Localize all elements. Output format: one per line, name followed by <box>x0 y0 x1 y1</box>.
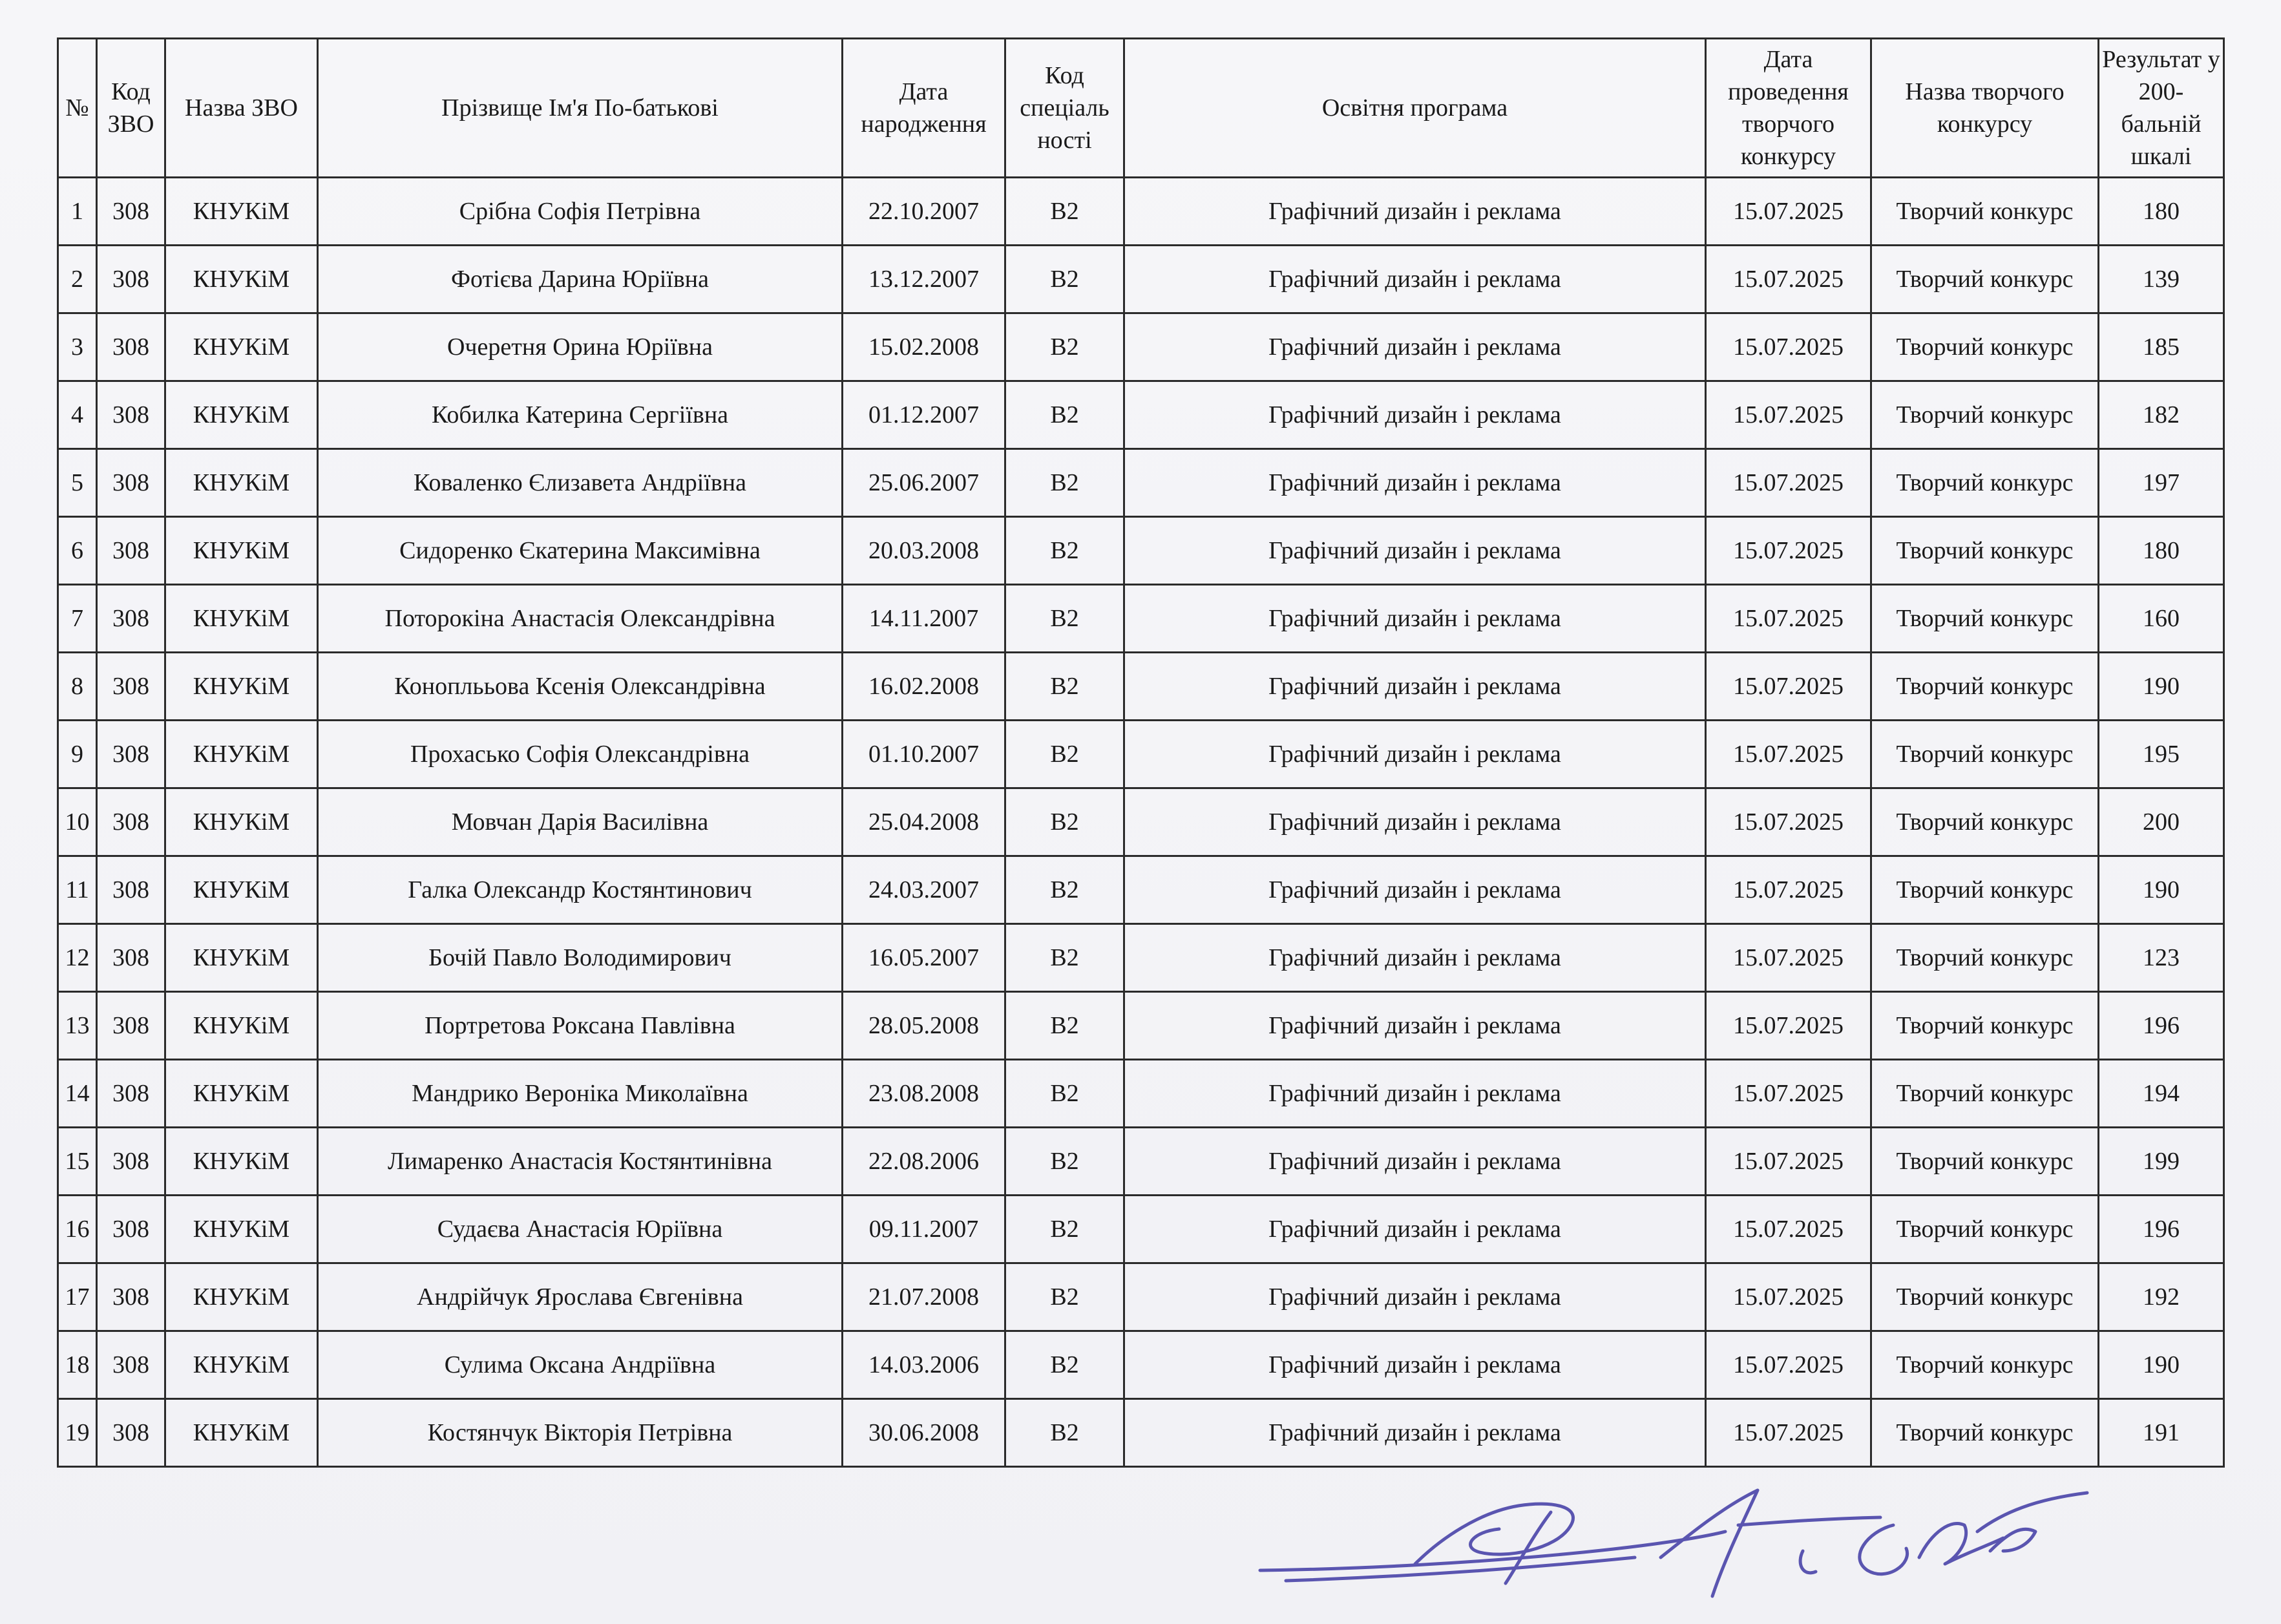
cell-full-name: Прохасько Софія Олександрівна <box>318 721 843 788</box>
cell-contest-date: 15.07.2025 <box>1706 924 1871 992</box>
cell-name-zvo: КНУКіМ <box>165 1060 318 1128</box>
cell-num: 9 <box>58 721 97 788</box>
cell-code-zvo: 308 <box>97 178 165 246</box>
cell-code-zvo: 308 <box>97 1263 165 1331</box>
cell-birth-date: 23.08.2008 <box>843 1060 1005 1128</box>
cell-full-name: Срібна Софія Петрівна <box>318 178 843 246</box>
cell-birth-date: 22.08.2006 <box>843 1128 1005 1196</box>
cell-num: 12 <box>58 924 97 992</box>
cell-code-zvo: 308 <box>97 653 165 721</box>
cell-code-zvo: 308 <box>97 1196 165 1263</box>
cell-code-zvo: 308 <box>97 856 165 924</box>
cell-result: 185 <box>2099 313 2224 381</box>
cell-full-name: Лимаренко Анастасія Костянтинівна <box>318 1128 843 1196</box>
cell-spec-code: В2 <box>1005 1060 1124 1128</box>
cell-full-name: Костянчук Вікторія Петрівна <box>318 1399 843 1467</box>
cell-contest-date: 15.07.2025 <box>1706 1196 1871 1263</box>
table-row <box>58 992 2224 1060</box>
cell-full-name: Галка Олександр Костянтинович <box>318 856 843 924</box>
cell-name-zvo: КНУКіМ <box>165 449 318 517</box>
cell-code-zvo: 308 <box>97 381 165 449</box>
cell-code-zvo: 308 <box>97 449 165 517</box>
cell-program: Графічний дизайн і реклама <box>1124 924 1706 992</box>
cell-spec-code: В2 <box>1005 178 1124 246</box>
cell-result: 180 <box>2099 178 2224 246</box>
cell-contest-date: 15.07.2025 <box>1706 585 1871 653</box>
cell-result: 192 <box>2099 1263 2224 1331</box>
cell-num: 17 <box>58 1263 97 1331</box>
cell-num: 19 <box>58 1399 97 1467</box>
cell-spec-code: В2 <box>1005 1399 1124 1467</box>
cell-program: Графічний дизайн і реклама <box>1124 1060 1706 1128</box>
table-row <box>58 449 2224 517</box>
cell-birth-date: 30.06.2008 <box>843 1399 1005 1467</box>
cell-contest-name: Творчий конкурс <box>1871 1331 2099 1399</box>
cell-contest-name: Творчий конкурс <box>1871 585 2099 653</box>
cell-result: 194 <box>2099 1060 2224 1128</box>
table-row <box>58 178 2224 246</box>
cell-spec-code: В2 <box>1005 1128 1124 1196</box>
cell-result: 190 <box>2099 1331 2224 1399</box>
cell-contest-date: 15.07.2025 <box>1706 1128 1871 1196</box>
cell-program: Графічний дизайн і реклама <box>1124 381 1706 449</box>
cell-spec-code: В2 <box>1005 1263 1124 1331</box>
cell-contest-name: Творчий конкурс <box>1871 313 2099 381</box>
cell-birth-date: 13.12.2007 <box>843 246 1005 313</box>
cell-spec-code: В2 <box>1005 313 1124 381</box>
cell-birth-date: 16.05.2007 <box>843 924 1005 992</box>
cell-contest-date: 15.07.2025 <box>1706 1263 1871 1331</box>
cell-code-zvo: 308 <box>97 1399 165 1467</box>
cell-spec-code: В2 <box>1005 653 1124 721</box>
cell-birth-date: 20.03.2008 <box>843 517 1005 585</box>
cell-spec-code: В2 <box>1005 517 1124 585</box>
cell-contest-date: 15.07.2025 <box>1706 653 1871 721</box>
cell-birth-date: 28.05.2008 <box>843 992 1005 1060</box>
cell-birth-date: 09.11.2007 <box>843 1196 1005 1263</box>
cell-birth-date: 15.02.2008 <box>843 313 1005 381</box>
cell-contest-name: Творчий конкурс <box>1871 721 2099 788</box>
table-row <box>58 1263 2224 1331</box>
table-row <box>58 1331 2224 1399</box>
cell-num: 1 <box>58 178 97 246</box>
cell-program: Графічний дизайн і реклама <box>1124 585 1706 653</box>
cell-spec-code: В2 <box>1005 856 1124 924</box>
cell-contest-date: 15.07.2025 <box>1706 517 1871 585</box>
cell-code-zvo: 308 <box>97 1331 165 1399</box>
cell-num: 8 <box>58 653 97 721</box>
table-row <box>58 1128 2224 1196</box>
cell-result: 190 <box>2099 653 2224 721</box>
cell-spec-code: В2 <box>1005 246 1124 313</box>
cell-name-zvo: КНУКіМ <box>165 924 318 992</box>
cell-name-zvo: КНУКіМ <box>165 1196 318 1263</box>
cell-contest-name: Творчий конкурс <box>1871 653 2099 721</box>
header-contest-date: Дата проведення творчого конкурсу <box>1706 39 1871 178</box>
table-row <box>58 517 2224 585</box>
cell-result: 123 <box>2099 924 2224 992</box>
cell-result: 190 <box>2099 856 2224 924</box>
cell-spec-code: В2 <box>1005 381 1124 449</box>
header-code-zvo: Код ЗВО <box>97 39 165 178</box>
cell-spec-code: В2 <box>1005 449 1124 517</box>
cell-program: Графічний дизайн і реклама <box>1124 721 1706 788</box>
cell-contest-date: 15.07.2025 <box>1706 246 1871 313</box>
table-row <box>58 653 2224 721</box>
cell-code-zvo: 308 <box>97 788 165 856</box>
cell-result: 200 <box>2099 788 2224 856</box>
cell-full-name: Сулима Оксана Андріївна <box>318 1331 843 1399</box>
header-birth-date: Дата народження <box>843 39 1005 178</box>
cell-contest-name: Творчий конкурс <box>1871 178 2099 246</box>
table-row <box>58 856 2224 924</box>
cell-full-name: Сидоренко Єкатерина Максимівна <box>318 517 843 585</box>
cell-spec-code: В2 <box>1005 1331 1124 1399</box>
cell-code-zvo: 308 <box>97 246 165 313</box>
cell-result: 180 <box>2099 517 2224 585</box>
cell-birth-date: 21.07.2008 <box>843 1263 1005 1331</box>
cell-code-zvo: 308 <box>97 313 165 381</box>
cell-contest-name: Творчий конкурс <box>1871 856 2099 924</box>
table-row <box>58 788 2224 856</box>
cell-num: 14 <box>58 1060 97 1128</box>
cell-birth-date: 24.03.2007 <box>843 856 1005 924</box>
cell-contest-name: Творчий конкурс <box>1871 788 2099 856</box>
cell-name-zvo: КНУКіМ <box>165 313 318 381</box>
cell-result: 197 <box>2099 449 2224 517</box>
cell-contest-date: 15.07.2025 <box>1706 449 1871 517</box>
cell-contest-date: 15.07.2025 <box>1706 1331 1871 1399</box>
cell-name-zvo: КНУКіМ <box>165 246 318 313</box>
cell-program: Графічний дизайн і реклама <box>1124 517 1706 585</box>
cell-result: 195 <box>2099 721 2224 788</box>
cell-result: 196 <box>2099 992 2224 1060</box>
signature-image <box>1247 1486 2100 1616</box>
cell-name-zvo: КНУКіМ <box>165 721 318 788</box>
cell-contest-name: Творчий конкурс <box>1871 1128 2099 1196</box>
cell-name-zvo: КНУКіМ <box>165 1331 318 1399</box>
cell-program: Графічний дизайн і реклама <box>1124 1331 1706 1399</box>
header-contest-name: Назва творчого конкурсу <box>1871 39 2099 178</box>
cell-spec-code: В2 <box>1005 721 1124 788</box>
header-result: Результат у 200-бальній шкалі <box>2099 39 2224 178</box>
cell-name-zvo: КНУКіМ <box>165 585 318 653</box>
cell-name-zvo: КНУКіМ <box>165 1128 318 1196</box>
cell-result: 139 <box>2099 246 2224 313</box>
cell-contest-date: 15.07.2025 <box>1706 856 1871 924</box>
cell-code-zvo: 308 <box>97 517 165 585</box>
cell-full-name: Коноплььова Ксенія Олександрівна <box>318 653 843 721</box>
cell-num: 15 <box>58 1128 97 1196</box>
cell-code-zvo: 308 <box>97 585 165 653</box>
cell-program: Графічний дизайн і реклама <box>1124 246 1706 313</box>
cell-program: Графічний дизайн і реклама <box>1124 178 1706 246</box>
cell-result: 160 <box>2099 585 2224 653</box>
table-row <box>58 924 2224 992</box>
cell-contest-date: 15.07.2025 <box>1706 178 1871 246</box>
cell-full-name: Судаєва Анастасія Юріївна <box>318 1196 843 1263</box>
cell-program: Графічний дизайн і реклама <box>1124 788 1706 856</box>
cell-code-zvo: 308 <box>97 992 165 1060</box>
cell-program: Графічний дизайн і реклама <box>1124 449 1706 517</box>
cell-program: Графічний дизайн і реклама <box>1124 313 1706 381</box>
cell-contest-name: Творчий конкурс <box>1871 381 2099 449</box>
cell-contest-date: 15.07.2025 <box>1706 992 1871 1060</box>
cell-contest-name: Творчий конкурс <box>1871 449 2099 517</box>
cell-name-zvo: КНУКіМ <box>165 1399 318 1467</box>
cell-result: 199 <box>2099 1128 2224 1196</box>
cell-contest-name: Творчий конкурс <box>1871 517 2099 585</box>
cell-name-zvo: КНУКіМ <box>165 856 318 924</box>
cell-program: Графічний дизайн і реклама <box>1124 653 1706 721</box>
cell-name-zvo: КНУКіМ <box>165 1263 318 1331</box>
cell-program: Графічний дизайн і реклама <box>1124 856 1706 924</box>
cell-contest-name: Творчий конкурс <box>1871 1399 2099 1467</box>
table-row <box>58 585 2224 653</box>
cell-full-name: Портретова Роксана Павлівна <box>318 992 843 1060</box>
cell-contest-name: Творчий конкурс <box>1871 1060 2099 1128</box>
cell-birth-date: 25.04.2008 <box>843 788 1005 856</box>
cell-contest-name: Творчий конкурс <box>1871 246 2099 313</box>
cell-program: Графічний дизайн і реклама <box>1124 1263 1706 1331</box>
cell-result: 182 <box>2099 381 2224 449</box>
cell-result: 191 <box>2099 1399 2224 1467</box>
cell-birth-date: 01.10.2007 <box>843 721 1005 788</box>
cell-full-name: Кобилка Катерина Сергіївна <box>318 381 843 449</box>
cell-contest-date: 15.07.2025 <box>1706 1060 1871 1128</box>
cell-birth-date: 22.10.2007 <box>843 178 1005 246</box>
cell-full-name: Мандрико Вероніка Миколаївна <box>318 1060 843 1128</box>
cell-name-zvo: КНУКіМ <box>165 517 318 585</box>
cell-num: 13 <box>58 992 97 1060</box>
table-header-row <box>58 39 2224 178</box>
cell-full-name: Коваленко Єлизавета Андріївна <box>318 449 843 517</box>
cell-full-name: Очеретня Орина Юріївна <box>318 313 843 381</box>
cell-num: 2 <box>58 246 97 313</box>
cell-program: Графічний дизайн і реклама <box>1124 1399 1706 1467</box>
table-row <box>58 313 2224 381</box>
cell-contest-date: 15.07.2025 <box>1706 1399 1871 1467</box>
cell-contest-date: 15.07.2025 <box>1706 788 1871 856</box>
cell-num: 10 <box>58 788 97 856</box>
cell-birth-date: 01.12.2007 <box>843 381 1005 449</box>
cell-full-name: Бочій Павло Володимирович <box>318 924 843 992</box>
table-row <box>58 381 2224 449</box>
header-program: Освітня програма <box>1124 39 1706 178</box>
cell-program: Графічний дизайн і реклама <box>1124 992 1706 1060</box>
cell-contest-date: 15.07.2025 <box>1706 381 1871 449</box>
cell-code-zvo: 308 <box>97 721 165 788</box>
cell-program: Графічний дизайн і реклама <box>1124 1196 1706 1263</box>
cell-contest-name: Творчий конкурс <box>1871 1263 2099 1331</box>
cell-num: 6 <box>58 517 97 585</box>
header-name-zvo: Назва ЗВО <box>165 39 318 178</box>
table-row <box>58 1060 2224 1128</box>
cell-contest-name: Творчий конкурс <box>1871 992 2099 1060</box>
cell-num: 4 <box>58 381 97 449</box>
cell-spec-code: В2 <box>1005 1196 1124 1263</box>
cell-spec-code: В2 <box>1005 788 1124 856</box>
cell-num: 16 <box>58 1196 97 1263</box>
cell-num: 7 <box>58 585 97 653</box>
table-row <box>58 1196 2224 1263</box>
cell-name-zvo: КНУКіМ <box>165 381 318 449</box>
header-spec-code: Код спеціаль ності <box>1005 39 1124 178</box>
cell-full-name: Поторокіна Анастасія Олександрівна <box>318 585 843 653</box>
cell-birth-date: 14.03.2006 <box>843 1331 1005 1399</box>
cell-name-zvo: КНУКіМ <box>165 992 318 1060</box>
results-table <box>57 37 2225 1468</box>
cell-full-name: Фотієва Дарина Юріївна <box>318 246 843 313</box>
table-body <box>58 178 2224 1467</box>
cell-contest-name: Творчий конкурс <box>1871 1196 2099 1263</box>
cell-name-zvo: КНУКіМ <box>165 788 318 856</box>
table-row <box>58 1399 2224 1467</box>
header-num: № <box>58 39 97 178</box>
cell-name-zvo: КНУКіМ <box>165 178 318 246</box>
cell-num: 3 <box>58 313 97 381</box>
cell-result: 196 <box>2099 1196 2224 1263</box>
header-full-name: Прізвище Ім'я По-батькові <box>318 39 843 178</box>
cell-full-name: Андрійчук Ярослава Євгенівна <box>318 1263 843 1331</box>
cell-contest-date: 15.07.2025 <box>1706 313 1871 381</box>
cell-birth-date: 16.02.2008 <box>843 653 1005 721</box>
cell-code-zvo: 308 <box>97 1128 165 1196</box>
cell-name-zvo: КНУКіМ <box>165 653 318 721</box>
cell-birth-date: 25.06.2007 <box>843 449 1005 517</box>
cell-spec-code: В2 <box>1005 924 1124 992</box>
cell-code-zvo: 308 <box>97 924 165 992</box>
cell-contest-name: Творчий конкурс <box>1871 924 2099 992</box>
cell-code-zvo: 308 <box>97 1060 165 1128</box>
cell-contest-date: 15.07.2025 <box>1706 721 1871 788</box>
table-row <box>58 246 2224 313</box>
cell-birth-date: 14.11.2007 <box>843 585 1005 653</box>
cell-num: 18 <box>58 1331 97 1399</box>
cell-program: Графічний дизайн і реклама <box>1124 1128 1706 1196</box>
cell-full-name: Мовчан Дарія Василівна <box>318 788 843 856</box>
cell-spec-code: В2 <box>1005 992 1124 1060</box>
table-row <box>58 721 2224 788</box>
cell-spec-code: В2 <box>1005 585 1124 653</box>
cell-num: 5 <box>58 449 97 517</box>
cell-num: 11 <box>58 856 97 924</box>
